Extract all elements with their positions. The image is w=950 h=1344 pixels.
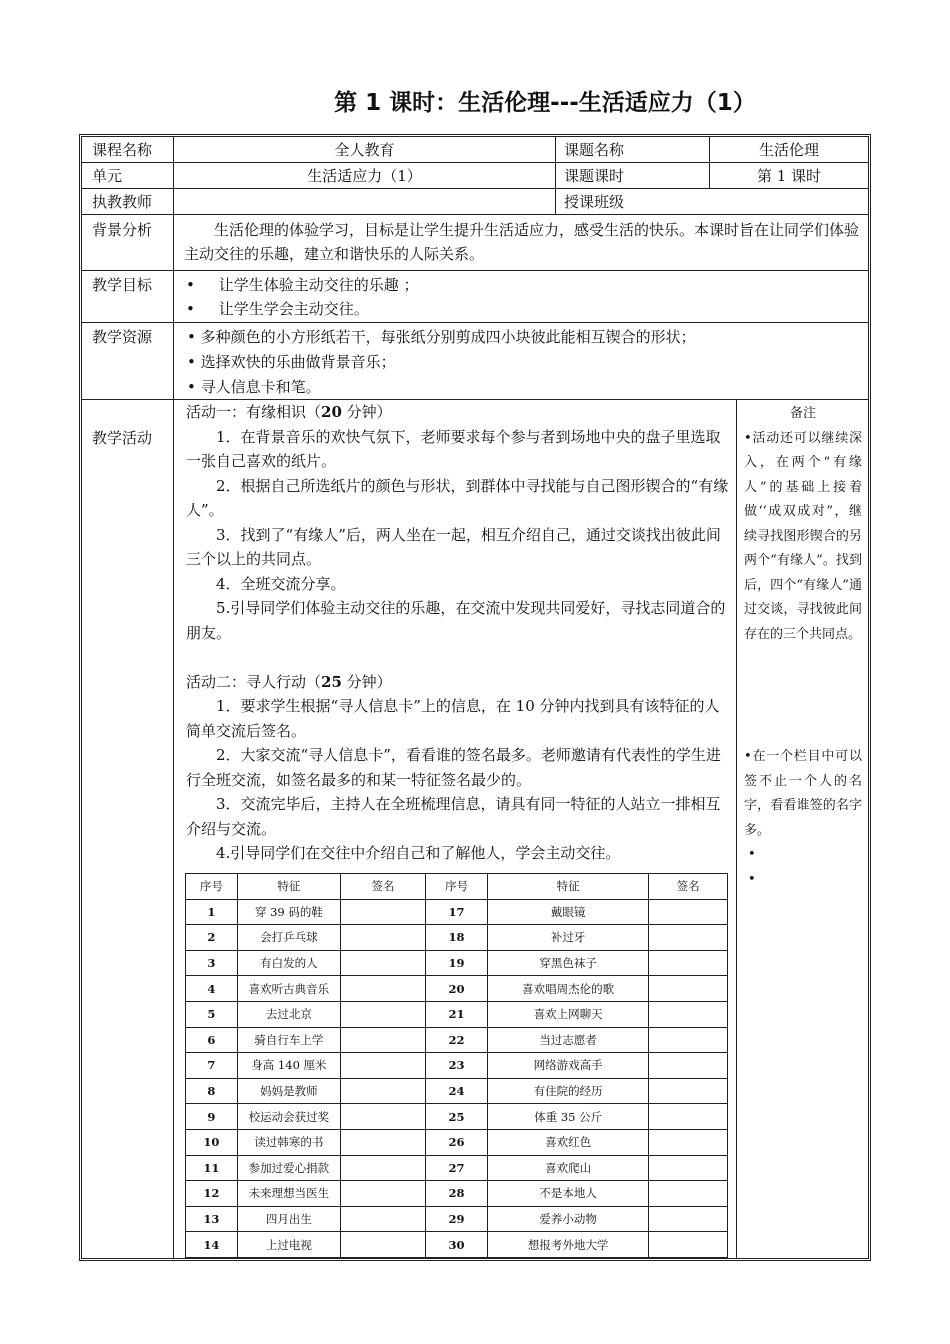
table-row [186,976,728,1002]
table-row [186,1027,728,1053]
row-number: 9 [186,1104,238,1130]
row-number: 4 [186,976,238,1002]
notes-title: 备注 [789,406,816,421]
trait-cell: 网络游戏高手 [487,1053,648,1079]
signature-cell[interactable] [341,976,426,1002]
activities-content [186,400,730,866]
activity-2-step: 4.引导同学们在交往中介绍自己和了解他人，学会主动交往。 [216,844,621,862]
column-header: 签名 [341,874,426,900]
table-row [186,1053,728,1079]
row-number: 14 [186,1232,238,1258]
table-row [186,1001,728,1027]
row-number: 28 [425,1181,487,1207]
table-row [186,1181,728,1207]
signature-cell[interactable] [341,1001,426,1027]
trait-cell: 补过牙 [487,925,648,951]
trait-cell: 不是本地人 [487,1181,648,1207]
note-2: •在一个栏目中可以签不止一个人的名字，看看谁签的名字多。 [744,749,862,838]
row-number: 12 [186,1181,238,1207]
table-row [186,1104,728,1130]
signature-cell[interactable] [649,1206,728,1232]
class-value [710,190,868,214]
page-title: 第 1 课时：生活伦理---生活适应力（1） [334,90,756,116]
trait-cell: 参加过爱心捐款 [237,1155,340,1181]
signature-cell[interactable] [649,1027,728,1053]
notes [744,402,862,892]
background-label: 背景分析 [92,221,153,239]
signature-cell[interactable] [649,1001,728,1027]
column-header: 签名 [649,874,728,900]
row-number: 25 [425,1104,487,1130]
note-bullet: • [748,871,756,887]
trait-cell: 喜欢唱周杰伦的歌 [487,976,648,1002]
signature-cell[interactable] [649,1155,728,1181]
signature-cell[interactable] [649,1181,728,1207]
goals-label: 教学目标 [92,276,153,294]
row-number: 30 [425,1232,487,1258]
trait-cell: 四月出生 [237,1206,340,1232]
row-number: 11 [186,1155,238,1181]
row-number: 21 [425,1001,487,1027]
signature-cell[interactable] [649,1129,728,1155]
activity-2-step: 3．交流完毕后，主持人在全班梳理信息，请具有同一特征的人站立一排相互介绍与交流。 [186,795,721,838]
row-number: 7 [186,1053,238,1079]
resource-item: • 寻人信息卡和笔。 [187,378,321,396]
column-header: 序号 [425,874,487,900]
signature-cell[interactable] [341,1078,426,1104]
resource-item: • 选择欢快的乐曲做背景音乐； [187,353,396,371]
trait-cell: 有住院的经历 [487,1078,648,1104]
trait-cell: 穿黑色袜子 [487,950,648,976]
row-number: 6 [186,1027,238,1053]
signature-cell[interactable] [341,1232,426,1258]
trait-cell: 妈妈是教师 [237,1078,340,1104]
signature-cell[interactable] [341,925,426,951]
goals-list [186,273,862,321]
row-number: 1 [186,899,238,925]
activity-1-step: 5.引导同学们体验主动交往的乐趣，在交流中发现共同爱好，寻找志同道合的朋友。 [186,599,726,642]
row-number: 8 [186,1078,238,1104]
row-number: 3 [186,950,238,976]
signature-cell[interactable] [341,1155,426,1181]
row-number: 20 [425,976,487,1002]
table-row [186,1232,728,1258]
topic: 生活伦理 [758,141,819,159]
trait-cell: 上过电视 [237,1232,340,1258]
row-number: 23 [425,1053,487,1079]
row-number: 26 [425,1129,487,1155]
signature-cell[interactable] [649,950,728,976]
resources-label: 教学资源 [92,328,153,346]
activity-2-step: 2．大家交流“寻人信息卡”，看看谁的签名最多。老师邀请有代表性的学生进行全班交流，如签名最多的和某一特征签名最少的。 [186,746,721,789]
row-number: 27 [425,1155,487,1181]
activity-1-step: 1．在背景音乐的欢快气氛下，老师要求每个参与者到场地中央的盘子里选取一张自己喜欢的纸片。 [186,427,721,470]
activities-label: 教学活动 [92,429,153,447]
signature-cell[interactable] [649,925,728,951]
activity-1-step: 2．根据自己所选纸片的颜色与形状，到群体中寻找能与自己图形锲合的“有缘人”。 [186,476,729,519]
table-row [186,1155,728,1181]
activity-1-step: 4．全班交流分享。 [216,574,346,593]
signature-cell[interactable] [649,1078,728,1104]
row-number: 10 [186,1129,238,1155]
period: 第 1 课时 [756,167,822,185]
signature-cell[interactable] [649,976,728,1002]
column-header: 特征 [487,874,648,900]
signature-cell[interactable] [341,1053,426,1079]
trait-cell: 想报考外地大学 [487,1232,648,1258]
trait-cell: 穿 39 码的鞋 [237,899,340,925]
table-row [186,1129,728,1155]
trait-cell: 未来理想当医生 [237,1181,340,1207]
table-header-row [186,874,728,900]
row-number: 18 [425,925,487,951]
row-number: 13 [186,1206,238,1232]
column-header: 特征 [237,874,340,900]
trait-cell: 去过北京 [237,1001,340,1027]
trait-cell: 读过韩寒的书 [237,1129,340,1155]
signature-cell[interactable] [341,1181,426,1207]
teacher-value [174,190,555,214]
course-name: 全人教育 [334,141,395,159]
row-number: 17 [425,899,487,925]
table-row [186,1206,728,1232]
row-number: 2 [186,925,238,951]
unit-label: 单元 [92,167,123,185]
trait-cell: 戴眼镜 [487,899,648,925]
signature-cell[interactable] [341,1129,426,1155]
trait-cell: 喜欢爬山 [487,1155,648,1181]
resources-list [187,325,863,400]
row-number: 19 [425,950,487,976]
table-row [186,950,728,976]
table-row [186,899,728,925]
row-number: 29 [425,1206,487,1232]
trait-cell: 体重 35 公斤 [487,1104,648,1130]
signature-cell[interactable] [649,1053,728,1079]
goal-item: • 让学生体验主动交往的乐趣 ； [186,276,419,294]
row-number: 24 [425,1078,487,1104]
period-label: 课题课时 [564,167,625,185]
teacher-label: 执教教师 [92,193,153,211]
signature-cell[interactable] [341,950,426,976]
table-row [186,1078,728,1104]
signature-cell[interactable] [649,899,728,925]
trait-cell: 有白发的人 [237,950,340,976]
unit: 生活适应力（1） [307,167,422,185]
background-text: 生活伦理的体验学习，目标是让学生提升生活适应力，感受生活的快乐。本课时旨在让同学们体验主动交往的乐趣，建立和谐快乐的人际关系。 [184,221,860,263]
signature-cell[interactable] [341,899,426,925]
row-number: 5 [186,1001,238,1027]
trait-cell: 爱养小动物 [487,1206,648,1232]
activity-2-title: 活动二：寻人行动（25 分钟） [186,672,392,691]
activity-1-step: 3．找到了“有缘人”后，两人坐在一起，相互介绍自己，通过交谈找出彼此间三个以上的共同点。 [186,525,721,568]
trait-cell: 喜欢红色 [487,1129,648,1155]
note-1: •活动还可以继续深入，在两个“有缘人”的基础上接着做‘‘成双成对”，继续寻找图形锲合的另两个“有缘人”。找到后，四个“有缘人”通过交谈，寻找彼此间存在的三个共同点。 [744,430,862,642]
course-name-label: 课程名称 [92,141,153,159]
row-number: 22 [425,1027,487,1053]
signature-cell[interactable] [341,1206,426,1232]
trait-cell: 喜欢上网聊天 [487,1001,648,1027]
trait-cell: 校运动会获过奖 [237,1104,340,1130]
trait-cell: 骑自行车上学 [237,1027,340,1053]
activity-1-title: 活动一：有缘相识（20 分钟） [186,403,392,421]
class-label: 授课班级 [564,193,625,211]
topic-label: 课题名称 [564,141,625,159]
column-header: 序号 [186,874,238,900]
signature-cell[interactable] [341,1104,426,1130]
trait-cell: 喜欢听古典音乐 [237,976,340,1002]
note-bullet: • [748,847,756,862]
resource-item: • 多种颜色的小方形纸若干，每张纸分别剪成四小块彼此能相互锲合的形状； [187,328,696,346]
trait-cell: 身高 140 厘米 [237,1053,340,1079]
search-card-table [185,873,728,1258]
trait-cell: 会打乒乓球 [237,925,340,951]
trait-cell: 当过志愿者 [487,1027,648,1053]
signature-cell[interactable] [649,1104,728,1130]
activity-2-step: 1．要求学生根据“寻人信息卡”上的信息，在 10 分钟内找到具有该特征的人简单交流后签名。 [186,697,720,740]
table-row [186,925,728,951]
signature-cell[interactable] [341,1027,426,1053]
signature-cell[interactable] [649,1232,728,1258]
goal-item: • 让学生学会主动交往。 [186,300,369,318]
